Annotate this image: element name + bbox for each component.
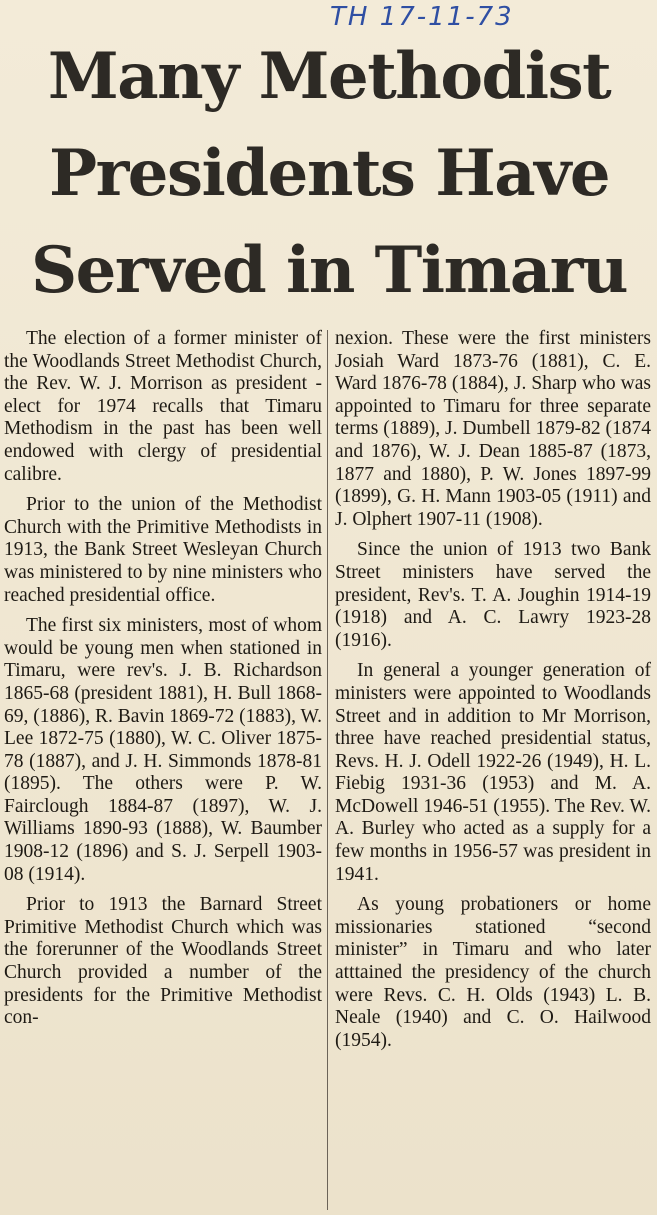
column-divider (327, 330, 328, 1210)
article-paragraph: In general a younger generation of ministers were appointed to Woodlands Street and in addition to Mr Morrison, three have reached presidential status, Revs. H. J. Odell 1922-26 (1949), H. L. Fiebig 1931-36 (1953) and M. A. McDowell 1946-51 (1955). The Rev. W. A. Burley who acted as a supply for a few months in 1956-57 was president in 1941. (335, 660, 651, 885)
article-paragraph: The first six ministers, most of whom would be young men when stationed in Timaru, were rev's. J. B. Richardson 1865-68 (president 1881), H. Bull 1868-69, (1886), R. Bavin 1869-72 (1883), W. Lee 1872-75 (1880), W. C. Oliver 1875-78 (1887), and J. H. Simmonds 1878-81 (1895). The others were P. W. Fairclough 1884-87 (1897), W. J. Williams 1890-93 (1888), W. Baumber 1908-12 (1896) and S. J. Serpell 1903-08 (1914). (4, 615, 322, 885)
article-paragraph: Prior to 1913 the Barnard Street Primitive Methodist Church which was the forerunner of the Woodlands Street Church provided a number of the presidents for the Primitive Methodist con- (4, 894, 322, 1029)
handwritten-date-annotation: TH 17-11-73 (330, 2, 514, 32)
article-column-right (335, 328, 651, 1060)
article-paragraph: nexion. These were the first ministers Josiah Ward 1873-76 (1881), C. E. Ward 1876-78 (1884), J. Sharp who was appointed to Timaru for three separate terms (1889), J. Dumbell 1879-82 (1874 and 1876), W. J. Dean 1885-87 (1873, 1877 and 1880), P. W. Jones 1897-99 (1899), G. H. Mann 1903-05 (1911) and J. Olphert 1907-11 (1908). (335, 328, 651, 530)
article-paragraph: Since the union of 1913 two Bank Street ministers have served the president, Rev's. T. A. Joughin 1914-19 (1918) and A. C. Lawry 1923-28 (1916). (335, 539, 651, 651)
article-paragraph: As young probationers or home missionaries stationed “second minister” in Timaru and who later atttained the presidency of the church were Revs. C. H. Olds (1943) L. B. Neale (1940) and C. O. Hailwood (1954). (335, 894, 651, 1051)
headline-line: Many Methodist (47, 39, 611, 114)
article-paragraph: Prior to the union of the Methodist Church with the Primitive Methodists in 1913, the Bank Street Wesleyan Church was ministered to by nine ministers who reached presidential office. (4, 494, 322, 606)
article-column-left (4, 328, 322, 1038)
headline (14, 28, 644, 319)
headline-line: Served in Timaru (30, 233, 628, 308)
article-paragraph: The election of a former minister of the Woodlands Street Methodist Church, the Rev. W. J. Morrison as president - elect for 1974 recalls that Timaru Methodism in the past has been well endowed with clergy of presidential calibre. (4, 328, 322, 485)
headline-line: Presidents Have (48, 136, 610, 211)
